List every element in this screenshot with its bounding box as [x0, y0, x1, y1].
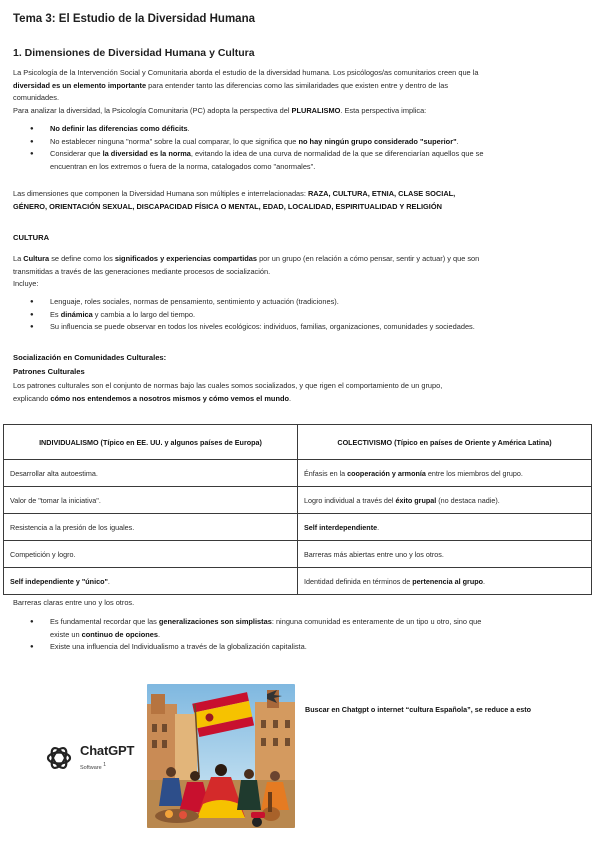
- table-cell: Valor de "tomar la iniciativa".: [4, 487, 298, 514]
- table-cell: Identidad definida en términos de pertenencia al grupo.: [298, 568, 592, 595]
- intro-paragraph: La Psicología de la Intervención Social y Comunitaria aborda el estudio de la diversidad humana. Los psicólogos/as comunitarios creen que la diversidad es un elemento importante para entender tanto las diferencias como las similaridades que existen entre y dentro de las comunidades. Para analizar la diversidad, la Psicología Comunitaria (PC) adopta la perspectiva del PLURALISMO. Esta perspectiva implica:: [13, 68, 479, 115]
- comparison-table: [3, 424, 592, 595]
- socializacion-heading: Socialización en Comunidades Culturales:: [13, 353, 167, 362]
- table-cell: Barreras más abiertas entre uno y los otros.: [298, 541, 592, 568]
- table-header-colectivismo: COLECTIVISMO (Típico en países de Oriente y América Latina): [298, 425, 592, 460]
- list-item: ● Su influencia se puede observar en todos los niveles ecológicos: individuos, familias, organizaciones, comunidades y sociedades.: [30, 321, 582, 334]
- section-heading: 1. Dimensiones de Diversidad Humana y Cultura: [13, 47, 255, 59]
- pluralism-list: [30, 123, 582, 173]
- logo-title: ChatGPT: [80, 743, 135, 758]
- list-item: ● No definir las diferencias como déficits.: [30, 123, 582, 136]
- chatgpt-logo: [44, 741, 144, 775]
- patrones-subheading: Patrones Culturales: [13, 367, 85, 376]
- table-row: [4, 487, 592, 514]
- list-item: ● Es dinámica y cambia a lo largo del tiempo.: [30, 309, 582, 322]
- cultura-list: [30, 296, 582, 334]
- cultura-heading: CULTURA: [13, 233, 50, 242]
- table-header-row: [4, 425, 592, 460]
- table-row: [4, 460, 592, 487]
- illustration-graphic: [147, 684, 295, 828]
- after-table-line: Barreras claras entre uno y los otros.: [13, 598, 135, 607]
- dimensions-paragraph: Las dimensiones que componen la Diversidad Humana son múltiples e interrelacionadas: RAZA, CULTURA, ETNIA, CLASE SOCIAL, GÉNERO, ORIENTACIÓN SEXUAL, DISCAPACIDAD FÍSICA O MENTAL, EDAD, LOCALIDAD, ESPIRITUALIDAD Y RELIGIÓN: [13, 189, 456, 211]
- image-caption: Buscar en Chatgpt o internet “cultura Española”, se reduce a esto: [305, 705, 532, 714]
- table-cell: Desarrollar alta autoestima.: [4, 460, 298, 487]
- table-cell: Énfasis en la cooperación y armonía entre los miembros del grupo.: [298, 460, 592, 487]
- list-item: ● Considerar que la diversidad es la norma, evitando la idea de una curva de normalidad de la que se diferenciarían aquellos que se encuentran en los extremos o fuera de la norma, catalogados como "anormales".: [30, 148, 582, 173]
- patrones-paragraph: Los patrones culturales son el conjunto de normas bajo las cuales somos socializados, y que rigen el comportamiento de un grupo, explicando cómo nos entendemos a nosotros mismos y cómo vemos el mundo.: [13, 381, 443, 403]
- list-item: ● No establecer ninguna "norma" sobre la cual comparar, lo que significa que no hay ningún grupo considerado "superior".: [30, 136, 582, 149]
- table-cell: Self independiente y "único".: [4, 568, 298, 595]
- list-item: ● Es fundamental recordar que las generalizaciones son simplistas: ninguna comunidad es enteramente de un tipo u otro, sino que existe un continuo de opciones.: [30, 616, 582, 641]
- table-row: [4, 541, 592, 568]
- spanish-culture-illustration: [147, 684, 295, 828]
- table-cell: Competición y logro.: [4, 541, 298, 568]
- table-cell: Logro individual a través del éxito grupal (no destaca nadie).: [298, 487, 592, 514]
- table-row: [4, 514, 592, 541]
- table-cell: Self interdependiente.: [298, 514, 592, 541]
- list-item: ● Lenguaje, roles sociales, normas de pensamiento, sentimiento y actuación (tradiciones).: [30, 296, 582, 309]
- openai-icon: [44, 743, 74, 773]
- table-row: [4, 568, 592, 595]
- table-header-individualismo: INDIVIDUALISMO (Típico en EE. UU. y algunos países de Europa): [4, 425, 298, 460]
- cultura-definition: La Cultura se define como los significados y experiencias compartidas por un grupo (en relación a cómo pensar, sentir y actuar) y que son transmitidas a través de las generaciones mediante procesos de socialización. Incluye:: [13, 254, 480, 289]
- logo-subtitle: Software $^1$: [80, 762, 107, 771]
- page-title: Tema 3: El Estudio de la Diversidad Humana: [13, 13, 255, 25]
- summary-list: [30, 616, 582, 654]
- list-item: ● Existe una influencia del Individualismo a través de la globalización capitalista.: [30, 641, 582, 654]
- table-cell: Resistencia a la presión de los iguales.: [4, 514, 298, 541]
